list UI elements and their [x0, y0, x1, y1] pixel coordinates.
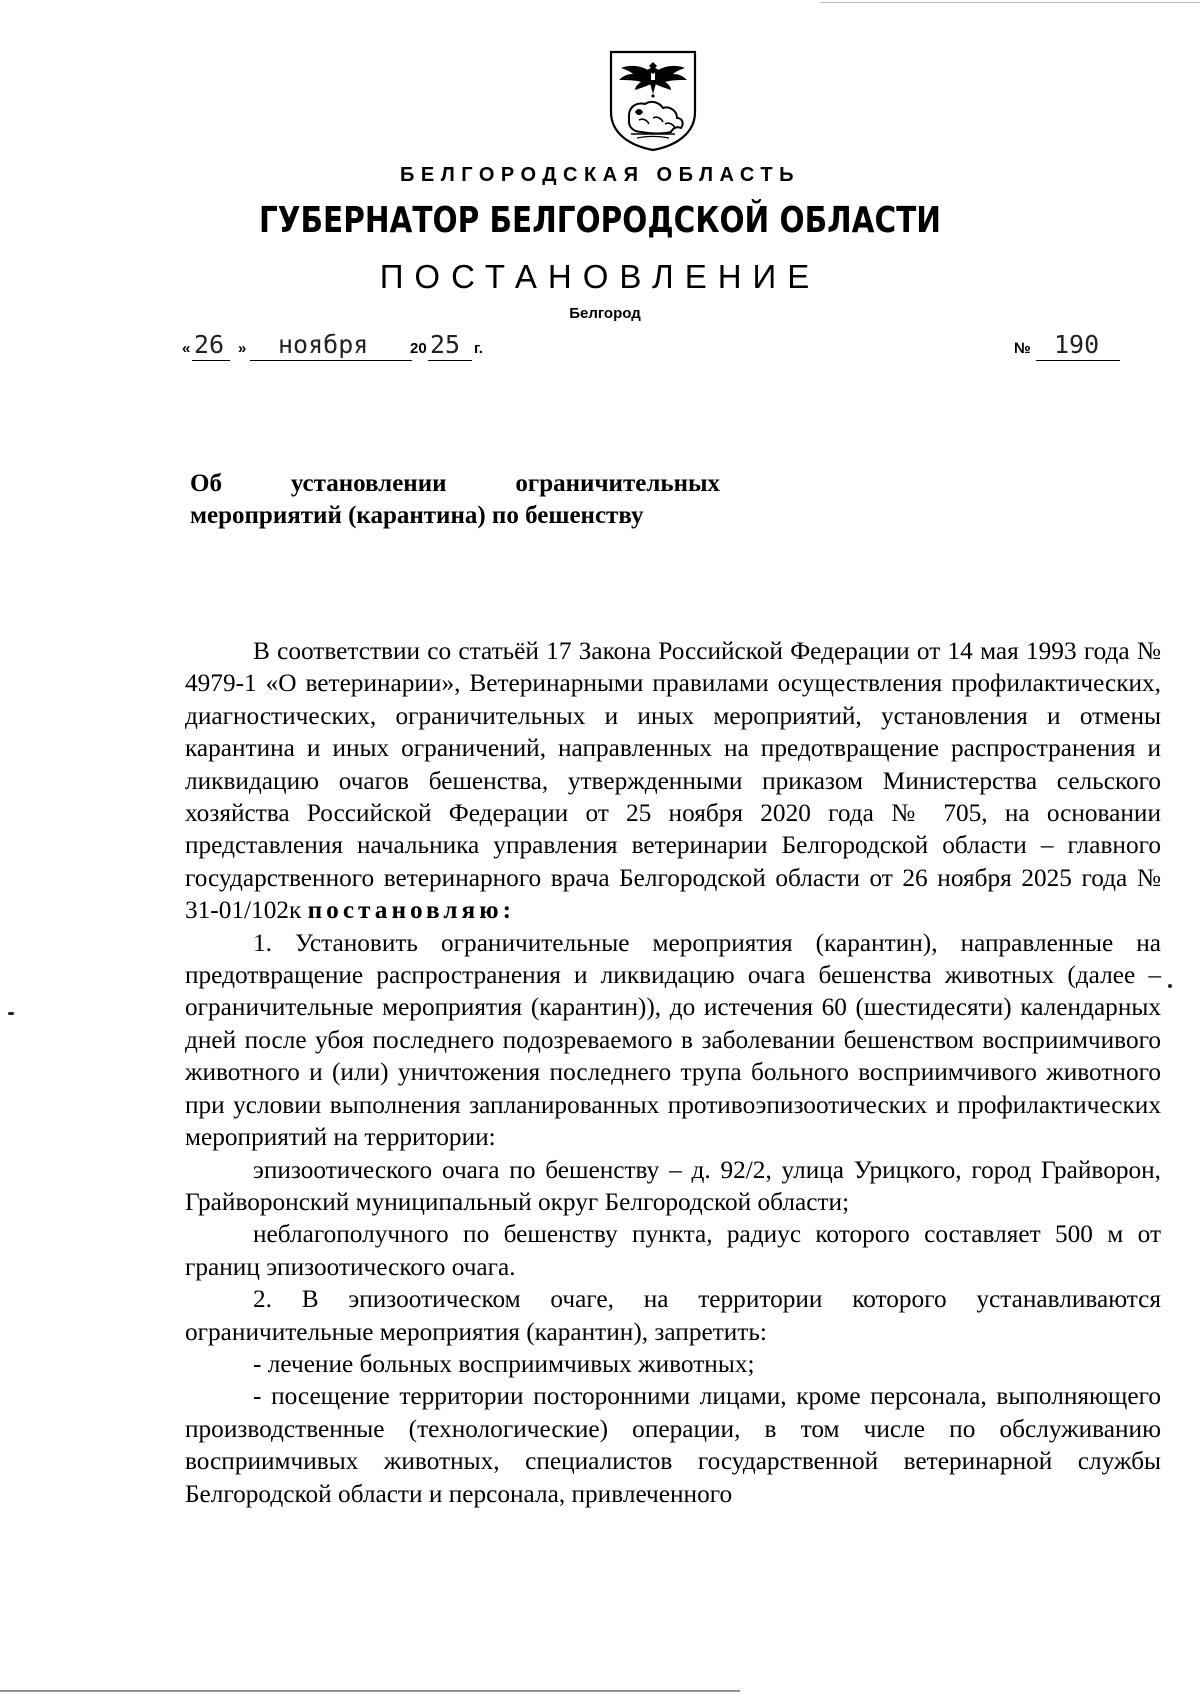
date-number-row — [182, 326, 1122, 366]
clause-1-focus-paragraph: эпизоотического очага по бешенству – д. 92/2, улица Урицкого, город Грайворон, Грайворонский муниципальный округ Белгородской области; — [185, 1155, 1161, 1216]
year-prefix: 20 — [410, 340, 427, 357]
scan-artifact-top — [820, 2, 1200, 3]
preamble-paragraph — [185, 635, 1161, 927]
scan-speck — [1168, 984, 1172, 988]
year-mark: г. — [474, 340, 483, 357]
month-underline — [250, 360, 412, 361]
scan-speck-left — [8, 1012, 14, 1015]
subject-line-2: мероприятий (карантина) по бешенству — [190, 502, 644, 529]
year-underline — [428, 360, 472, 361]
number-label: № — [1014, 340, 1031, 357]
coat-of-arms-icon — [607, 50, 699, 152]
close-quote: » — [238, 340, 247, 357]
region-heading: БЕЛГОРОДСКАЯ ОБЛАСТЬ — [400, 164, 800, 186]
date-year: 25 — [430, 330, 461, 359]
subject-line-1: Об установлении ограничительных — [190, 470, 720, 497]
document-body — [185, 635, 1161, 1510]
clause-2-paragraph: 2. В эпизоотическом очаге, на территории которого устанавливаются ограничительные мероприятия (карантин), запретить: — [185, 1285, 1161, 1346]
clause-1-point-paragraph: неблагополучного по бешенству пункта, радиус которого составляет 500 м от границ эпизоотического очага. — [185, 1220, 1161, 1281]
day-underline — [192, 360, 230, 361]
governor-title: ГУБЕРНАТОР БЕЛГОРОДСКОЙ ОБЛАСТИ — [258, 200, 942, 241]
number-underline — [1036, 360, 1120, 361]
scan-artifact-bottom — [0, 1690, 740, 1692]
preamble-text: В соответствии со статьёй 17 Закона Российской Федерации от 14 мая 1993 года № 4979-1 «О ветеринарии», Ветеринарными правилами осуществления профилактических, диагностических, ограничительных и иных мероприятий, установления и отмены карантина и иных ограничений, направленных на предотвращение распространения и ликвидацию очагов бешенства, утвержденными приказом Министерства сельского хозяйства Российской Федерации от 25 ноября 2020 года № 705, на основании представления начальника управления ветеринарии Белгородской области – главного государственного ветеринарного врача Белгородской области от 26 ноября 2025 года № 31-01/102к — [185, 637, 1161, 925]
document-subject — [190, 468, 720, 532]
clause-1-paragraph: 1. Установить ограничительные мероприятия (карантин), направленные на предотвращение распространения и ликвидацию очага бешенства животных (далее – ограничительные мероприятия (карантин)), до истечения 60 (шестидесяти) календарных дней после убоя последнего подозреваемого в заболевании бешенством восприимчивого животного и (или) уничтожения последнего трупа больного восприимчивого животного при условии выполнения запланированных противоэпизоотических и профилактических мероприятий на территории: — [185, 928, 1161, 1152]
clause-2-item-1: - лечение больных восприимчивых животных; — [253, 1349, 755, 1378]
open-quote: « — [182, 340, 191, 357]
document-type-heading: ПОСТАНОВЛЕНИЕ — [379, 258, 821, 295]
document-number: 190 — [1054, 330, 1100, 359]
decree-word: постановляю: — [307, 896, 515, 925]
date-month: ноября — [278, 330, 369, 359]
city-label: Белгород — [569, 305, 641, 322]
clause-2-item-2: - посещение территории посторонними лицами, кроме персонала, выполняющего производственные (технологические) операции, в том числе по обслуживанию восприимчивых животных, специалистов государственной ветеринарной службы Белгородской области и персонала, привлеченного — [185, 1382, 1161, 1508]
date-day: 26 — [194, 330, 225, 359]
